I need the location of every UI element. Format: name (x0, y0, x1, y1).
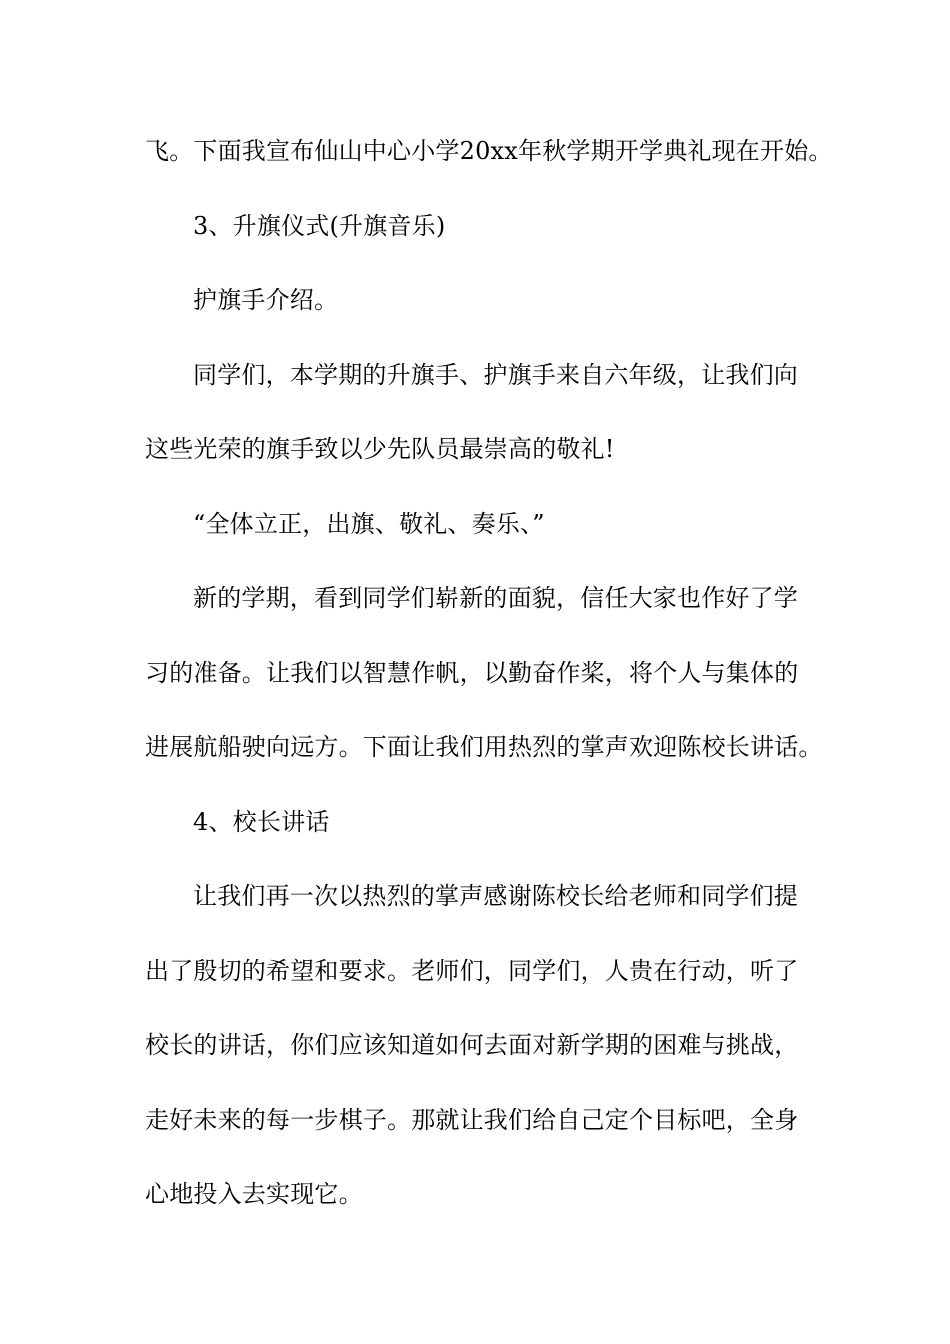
text-line: 4、校长讲话 (193, 807, 330, 836)
text-line: “全体立正，出旗、敬礼、奏乐、” (193, 509, 545, 538)
text-line: 护旗手介绍。 (193, 286, 339, 314)
document-body (145, 127, 833, 1245)
text-line: 让我们再一次以热烈的掌声感谢陈校长给老师和同学们提 (193, 882, 798, 910)
text-line: 飞。下面我宣布仙山中心小学20xx年秋学期开学典礼现在开始。 (145, 137, 833, 165)
text-line: 走好未来的每一步棋子。那就让我们给自己定个目标吧，全身 (145, 1105, 799, 1134)
text-line: 习的准备。让我们以智慧作帆，以勤奋作桨，将个人与集体的 (145, 658, 799, 687)
text-line: 同学们，本学期的升旗手、护旗手来自六年级，让我们向 (193, 360, 798, 389)
text-line: 出了殷切的希望和要求。老师们，同学们，人贵在行动，听了 (145, 956, 799, 985)
text-line: 心地投入去实现它。 (145, 1180, 363, 1208)
text-line: 3、升旗仪式(升旗音乐) (193, 211, 446, 240)
text-line: 新的学期，看到同学们崭新的面貌，信任大家也作好了学 (193, 584, 798, 612)
text-line: 这些光荣的旗手致以少先队员最崇高的敬礼! (145, 435, 615, 463)
text-line: 校长的讲话，你们应该知道如何去面对新学期的困难与挑战， (145, 1031, 799, 1059)
text-line: 进展航船驶向远方。下面让我们用热烈的掌声欢迎陈校长讲话。 (145, 733, 823, 761)
